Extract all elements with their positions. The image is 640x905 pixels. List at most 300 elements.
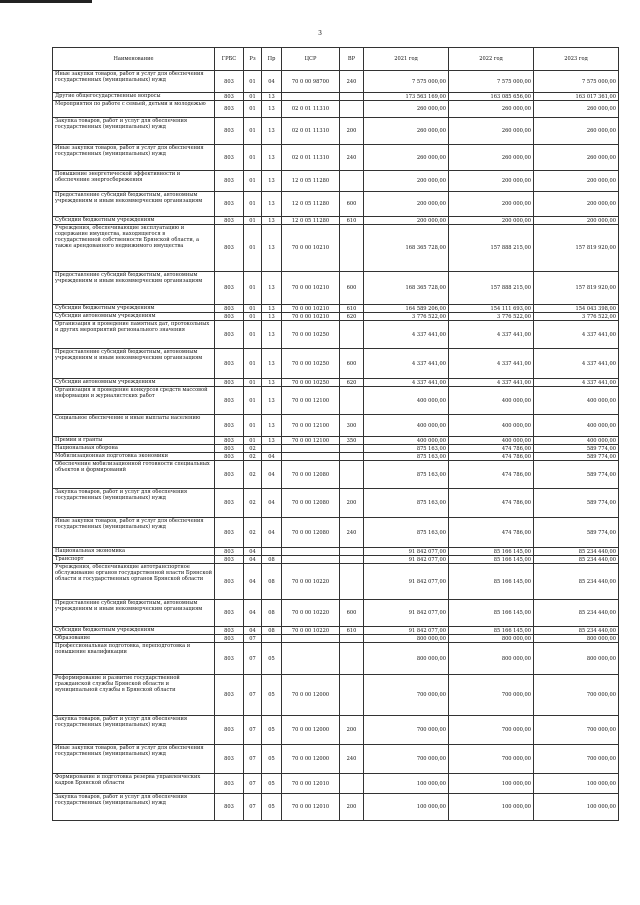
cell-2023: 260 000,00 — [534, 145, 619, 171]
cell-vr: 620 — [340, 379, 364, 387]
cell-name: Мобилизационная подготовка экономики — [53, 453, 215, 461]
cell-vr: 610 — [340, 627, 364, 635]
cell-grbs: 803 — [215, 564, 244, 600]
cell-name: Субсидии бюджетным учреждениям — [53, 305, 215, 313]
cell-pr: 13 — [262, 118, 282, 145]
cell-2022: 157 888 215,00 — [449, 272, 534, 305]
cell-name: Образование — [53, 635, 215, 643]
cell-2022: 163 085 656,00 — [449, 93, 534, 101]
cell-grbs: 803 — [215, 305, 244, 313]
cell-2022: 474 786,00 — [449, 453, 534, 461]
cell-2023: 800 000,00 — [534, 635, 619, 643]
cell-csr: 02 0 01 11310 — [282, 101, 340, 118]
cell-csr: 70 0 00 10220 — [282, 627, 340, 635]
cell-2022: 474 786,00 — [449, 489, 534, 518]
table-row — [53, 461, 619, 489]
cell-pr: 04 — [262, 71, 282, 93]
cell-2023: 260 000,00 — [534, 118, 619, 145]
cell-2021: 875 163,00 — [364, 518, 449, 548]
cell-grbs: 803 — [215, 745, 244, 774]
cell-rz: 04 — [244, 564, 262, 600]
cell-grbs: 803 — [215, 489, 244, 518]
cell-grbs: 803 — [215, 518, 244, 548]
cell-2022: 400 000,00 — [449, 415, 534, 437]
cell-2021: 200 000,00 — [364, 217, 449, 225]
cell-name: Субсидии автономным учреждениям — [53, 313, 215, 321]
cell-2023: 589 774,00 — [534, 461, 619, 489]
table-row — [53, 415, 619, 437]
cell-2023: 85 234 440,00 — [534, 600, 619, 627]
cell-grbs: 803 — [215, 627, 244, 635]
cell-csr — [282, 548, 340, 556]
cell-pr: 13 — [262, 171, 282, 192]
cell-name: Транспорт — [53, 556, 215, 564]
cell-2021: 400 000,00 — [364, 415, 449, 437]
cell-2022: 800 000,00 — [449, 635, 534, 643]
cell-name: Социальное обеспечение и иные выплаты населению — [53, 415, 215, 437]
cell-2023: 157 819 920,00 — [534, 225, 619, 272]
table-row — [53, 518, 619, 548]
cell-csr: 70 0 00 10210 — [282, 305, 340, 313]
cell-2023: 400 000,00 — [534, 437, 619, 445]
col-header-2021: 2021 год — [364, 48, 449, 71]
cell-grbs: 803 — [215, 379, 244, 387]
cell-vr: 610 — [340, 305, 364, 313]
cell-rz: 07 — [244, 675, 262, 716]
col-header-rz: Рз — [244, 48, 262, 71]
table-row — [53, 313, 619, 321]
cell-vr: 610 — [340, 217, 364, 225]
cell-2022: 100 000,00 — [449, 774, 534, 794]
cell-rz: 01 — [244, 313, 262, 321]
cell-grbs: 803 — [215, 415, 244, 437]
cell-rz: 01 — [244, 305, 262, 313]
cell-2022: 474 786,00 — [449, 461, 534, 489]
cell-grbs: 803 — [215, 93, 244, 101]
cell-name: Профессиональная подготовка, переподготовка и повышение квалификации — [53, 643, 215, 675]
table-row — [53, 192, 619, 217]
page-number: 3 — [318, 30, 322, 37]
cell-2021: 4 337 441,00 — [364, 349, 449, 379]
cell-2021: 173 563 169,00 — [364, 93, 449, 101]
cell-pr: 13 — [262, 305, 282, 313]
cell-name: Иные закупки товаров, работ и услуг для обеспечения государственных (муниципальных) нужд — [53, 518, 215, 548]
cell-name: Учреждения, обеспечивающие автотранспортное обслуживание органов государственной власти Брянской области и государственных органов Брянской области — [53, 564, 215, 600]
cell-csr — [282, 643, 340, 675]
cell-2023: 589 774,00 — [534, 518, 619, 548]
cell-rz: 02 — [244, 453, 262, 461]
cell-2022: 260 000,00 — [449, 101, 534, 118]
cell-name: Иные закупки товаров, работ и услуг для обеспечения государственных (муниципальных) нужд — [53, 145, 215, 171]
cell-2023: 3 776 522,00 — [534, 313, 619, 321]
cell-csr: 70 0 00 12010 — [282, 774, 340, 794]
cell-csr: 12 0 05 11280 — [282, 171, 340, 192]
cell-pr: 04 — [262, 461, 282, 489]
cell-vr — [340, 643, 364, 675]
cell-csr: 70 0 00 12000 — [282, 716, 340, 745]
cell-2022: 700 000,00 — [449, 745, 534, 774]
cell-vr — [340, 556, 364, 564]
cell-vr — [340, 225, 364, 272]
cell-2022: 85 166 145,00 — [449, 564, 534, 600]
cell-name: Предоставление субсидий бюджетным, автономным учреждениям и иным некоммерческим организациям — [53, 272, 215, 305]
cell-rz: 02 — [244, 445, 262, 453]
cell-csr: 02 0 01 11310 — [282, 145, 340, 171]
cell-name: Повышение энергетической эффективности и обеспечение энергосбережения — [53, 171, 215, 192]
cell-2021: 800 000,00 — [364, 643, 449, 675]
col-header-name: Наименование — [53, 48, 215, 71]
cell-2021: 875 163,00 — [364, 461, 449, 489]
cell-2022: 800 000,00 — [449, 643, 534, 675]
cell-rz: 07 — [244, 794, 262, 821]
cell-pr: 13 — [262, 437, 282, 445]
cell-csr: 70 0 00 12000 — [282, 745, 340, 774]
cell-pr: 13 — [262, 415, 282, 437]
cell-grbs: 803 — [215, 600, 244, 627]
cell-2022: 85 166 145,00 — [449, 600, 534, 627]
table-row — [53, 349, 619, 379]
cell-2021: 91 842 077,00 — [364, 556, 449, 564]
cell-rz: 01 — [244, 171, 262, 192]
cell-2023: 100 000,00 — [534, 774, 619, 794]
cell-csr: 70 0 00 98700 — [282, 71, 340, 93]
cell-2022: 85 166 145,00 — [449, 548, 534, 556]
cell-2022: 200 000,00 — [449, 217, 534, 225]
cell-vr: 200 — [340, 489, 364, 518]
table-row — [53, 387, 619, 415]
cell-2023: 589 774,00 — [534, 453, 619, 461]
cell-csr: 70 0 00 12000 — [282, 675, 340, 716]
cell-rz: 02 — [244, 461, 262, 489]
cell-rz: 02 — [244, 489, 262, 518]
table-row — [53, 627, 619, 635]
scan-edge-mark — [0, 0, 92, 3]
cell-pr: 13 — [262, 145, 282, 171]
cell-name: Субсидии бюджетным учреждениям — [53, 627, 215, 635]
cell-name: Национальная оборона — [53, 445, 215, 453]
cell-2022: 260 000,00 — [449, 145, 534, 171]
cell-rz: 07 — [244, 643, 262, 675]
cell-vr — [340, 93, 364, 101]
cell-2021: 875 163,00 — [364, 453, 449, 461]
cell-2021: 400 000,00 — [364, 387, 449, 415]
cell-2022: 4 337 441,00 — [449, 379, 534, 387]
cell-grbs: 803 — [215, 445, 244, 453]
cell-pr: 13 — [262, 379, 282, 387]
table-row — [53, 145, 619, 171]
cell-2022: 85 166 145,00 — [449, 627, 534, 635]
cell-name: Закупка товаров, работ и услуг для обеспечения государственных (муниципальных) нужд — [53, 716, 215, 745]
cell-rz: 01 — [244, 118, 262, 145]
cell-rz: 01 — [244, 437, 262, 445]
cell-pr: 13 — [262, 93, 282, 101]
cell-rz: 07 — [244, 774, 262, 794]
cell-vr: 240 — [340, 71, 364, 93]
cell-pr: 13 — [262, 192, 282, 217]
table-row — [53, 745, 619, 774]
cell-vr: 600 — [340, 192, 364, 217]
cell-2023: 157 819 920,00 — [534, 272, 619, 305]
cell-grbs: 803 — [215, 437, 244, 445]
table-row — [53, 453, 619, 461]
col-header-2022: 2022 год — [449, 48, 534, 71]
table-body — [53, 71, 619, 821]
table-row — [53, 635, 619, 643]
table-row — [53, 774, 619, 794]
cell-2023: 100 000,00 — [534, 794, 619, 821]
cell-2021: 100 000,00 — [364, 774, 449, 794]
cell-name: Учреждения, обеспечивающие эксплуатацию и содержание имущества, находящегося в государственной собственности Брянской области, а также арендованного недвижимого имущества — [53, 225, 215, 272]
cell-rz: 01 — [244, 225, 262, 272]
cell-2021: 168 365 728,00 — [364, 272, 449, 305]
cell-2021: 800 000,00 — [364, 635, 449, 643]
cell-grbs: 803 — [215, 675, 244, 716]
cell-vr: 200 — [340, 118, 364, 145]
cell-pr: 13 — [262, 101, 282, 118]
cell-pr: 05 — [262, 745, 282, 774]
cell-grbs: 803 — [215, 461, 244, 489]
cell-grbs: 803 — [215, 225, 244, 272]
cell-name: Закупка товаров, работ и услуг для обеспечения государственных (муниципальных) нужд — [53, 118, 215, 145]
table-row — [53, 272, 619, 305]
table-row — [53, 556, 619, 564]
cell-name: Закупка товаров, работ и услуг для обеспечения государственных (муниципальных) нужд — [53, 794, 215, 821]
cell-2023: 85 234 440,00 — [534, 627, 619, 635]
table-row — [53, 564, 619, 600]
cell-2023: 7 575 000,00 — [534, 71, 619, 93]
cell-name: Закупка товаров, работ и услуг для обеспечения государственных (муниципальных) нужд — [53, 489, 215, 518]
cell-grbs: 803 — [215, 145, 244, 171]
cell-2022: 154 111 693,00 — [449, 305, 534, 313]
cell-pr: 05 — [262, 794, 282, 821]
table-row — [53, 93, 619, 101]
cell-rz: 01 — [244, 217, 262, 225]
cell-name: Другие общегосударственные вопросы — [53, 93, 215, 101]
cell-rz: 01 — [244, 321, 262, 349]
cell-name: Иные закупки товаров, работ и услуг для обеспечения государственных (муниципальных) нужд — [53, 745, 215, 774]
table-header-row — [53, 48, 619, 71]
cell-csr: 12 0 05 11280 — [282, 192, 340, 217]
cell-pr: 05 — [262, 716, 282, 745]
cell-vr — [340, 171, 364, 192]
cell-2021: 700 000,00 — [364, 745, 449, 774]
cell-2023: 85 234 440,00 — [534, 564, 619, 600]
cell-grbs: 803 — [215, 635, 244, 643]
cell-vr: 200 — [340, 794, 364, 821]
cell-csr: 70 0 00 10220 — [282, 564, 340, 600]
cell-grbs: 803 — [215, 774, 244, 794]
cell-2022: 400 000,00 — [449, 437, 534, 445]
cell-csr: 70 0 00 10250 — [282, 379, 340, 387]
cell-2023: 4 337 441,00 — [534, 379, 619, 387]
cell-2021: 4 337 441,00 — [364, 321, 449, 349]
cell-grbs: 803 — [215, 453, 244, 461]
cell-grbs: 803 — [215, 101, 244, 118]
cell-name: Субсидии автономным учреждениям — [53, 379, 215, 387]
cell-rz: 07 — [244, 635, 262, 643]
cell-rz: 01 — [244, 192, 262, 217]
table-row — [53, 71, 619, 93]
cell-rz: 01 — [244, 71, 262, 93]
cell-csr: 70 0 00 12080 — [282, 489, 340, 518]
cell-rz: 02 — [244, 518, 262, 548]
cell-2023: 85 234 440,00 — [534, 556, 619, 564]
cell-2021: 200 000,00 — [364, 171, 449, 192]
cell-2022: 200 000,00 — [449, 192, 534, 217]
cell-2023: 589 774,00 — [534, 489, 619, 518]
cell-2021: 875 163,00 — [364, 489, 449, 518]
cell-rz: 04 — [244, 548, 262, 556]
cell-rz: 04 — [244, 627, 262, 635]
cell-csr: 02 0 01 11310 — [282, 118, 340, 145]
cell-csr — [282, 453, 340, 461]
cell-csr: 70 0 00 10210 — [282, 313, 340, 321]
cell-2023: 200 000,00 — [534, 192, 619, 217]
cell-vr — [340, 675, 364, 716]
cell-pr: 08 — [262, 600, 282, 627]
cell-rz: 01 — [244, 93, 262, 101]
cell-csr — [282, 635, 340, 643]
cell-pr: 13 — [262, 313, 282, 321]
cell-2023: 200 000,00 — [534, 217, 619, 225]
cell-grbs: 803 — [215, 272, 244, 305]
cell-2022: 100 000,00 — [449, 794, 534, 821]
table-row — [53, 305, 619, 313]
cell-vr: 240 — [340, 145, 364, 171]
cell-pr: 13 — [262, 387, 282, 415]
cell-name: Национальная экономика — [53, 548, 215, 556]
cell-2023: 700 000,00 — [534, 675, 619, 716]
cell-vr — [340, 774, 364, 794]
cell-2023: 800 000,00 — [534, 643, 619, 675]
cell-2021: 91 842 077,00 — [364, 600, 449, 627]
cell-name: Предоставление субсидий бюджетным, автономным учреждениям и иным некоммерческим организациям — [53, 349, 215, 379]
cell-csr: 12 0 05 11280 — [282, 217, 340, 225]
table-row — [53, 548, 619, 556]
table-row — [53, 118, 619, 145]
cell-name: Формирование и подготовка резерва управленческих кадров Брянской области — [53, 774, 215, 794]
cell-rz: 01 — [244, 145, 262, 171]
table-row — [53, 489, 619, 518]
cell-vr — [340, 445, 364, 453]
cell-grbs: 803 — [215, 171, 244, 192]
cell-rz: 01 — [244, 415, 262, 437]
cell-vr: 600 — [340, 600, 364, 627]
col-header-pr: Пр — [262, 48, 282, 71]
cell-vr: 200 — [340, 716, 364, 745]
cell-rz: 01 — [244, 379, 262, 387]
table-row — [53, 379, 619, 387]
cell-2023: 400 000,00 — [534, 387, 619, 415]
cell-rz: 01 — [244, 387, 262, 415]
cell-pr: 05 — [262, 675, 282, 716]
table-row — [53, 217, 619, 225]
cell-csr: 70 0 00 10250 — [282, 349, 340, 379]
cell-grbs: 803 — [215, 349, 244, 379]
cell-2023: 85 234 440,00 — [534, 548, 619, 556]
cell-2021: 7 575 000,00 — [364, 71, 449, 93]
cell-2023: 4 337 441,00 — [534, 349, 619, 379]
cell-rz: 07 — [244, 745, 262, 774]
cell-vr — [340, 548, 364, 556]
cell-rz: 01 — [244, 272, 262, 305]
cell-pr: 13 — [262, 272, 282, 305]
cell-name: Субсидии бюджетным учреждениям — [53, 217, 215, 225]
col-header-csr: ЦСР — [282, 48, 340, 71]
table-row — [53, 437, 619, 445]
table-row — [53, 445, 619, 453]
cell-2022: 157 888 215,00 — [449, 225, 534, 272]
table-row — [53, 643, 619, 675]
cell-2023: 154 043 398,00 — [534, 305, 619, 313]
cell-pr: 08 — [262, 556, 282, 564]
cell-vr: 300 — [340, 415, 364, 437]
cell-2023: 260 000,00 — [534, 101, 619, 118]
cell-2022: 700 000,00 — [449, 716, 534, 745]
cell-pr: 08 — [262, 627, 282, 635]
cell-2023: 589 774,00 — [534, 445, 619, 453]
cell-2023: 700 000,00 — [534, 716, 619, 745]
cell-2021: 400 000,00 — [364, 437, 449, 445]
cell-2022: 474 786,00 — [449, 518, 534, 548]
cell-vr — [340, 461, 364, 489]
cell-grbs: 803 — [215, 716, 244, 745]
cell-grbs: 803 — [215, 71, 244, 93]
cell-rz: 07 — [244, 716, 262, 745]
cell-name: Предоставление субсидий бюджетным, автономным учреждениям и иным некоммерческим организациям — [53, 600, 215, 627]
cell-vr: 600 — [340, 349, 364, 379]
cell-2021: 164 589 206,00 — [364, 305, 449, 313]
cell-2022: 7 575 000,00 — [449, 71, 534, 93]
cell-2021: 260 000,00 — [364, 145, 449, 171]
table-row — [53, 171, 619, 192]
cell-vr — [340, 101, 364, 118]
cell-pr: 05 — [262, 774, 282, 794]
cell-csr: 70 0 00 12100 — [282, 387, 340, 415]
col-header-grbs: ГРБС — [215, 48, 244, 71]
cell-pr: 13 — [262, 217, 282, 225]
cell-rz: 01 — [244, 101, 262, 118]
table-row — [53, 600, 619, 627]
cell-2021: 91 842 077,00 — [364, 548, 449, 556]
cell-vr — [340, 635, 364, 643]
table-row — [53, 716, 619, 745]
cell-csr: 70 0 00 12010 — [282, 794, 340, 821]
cell-pr: 08 — [262, 564, 282, 600]
cell-2021: 91 842 077,00 — [364, 627, 449, 635]
cell-csr: 70 0 00 10210 — [282, 225, 340, 272]
cell-pr — [262, 548, 282, 556]
cell-csr: 70 0 00 10220 — [282, 600, 340, 627]
cell-2021: 875 163,00 — [364, 445, 449, 453]
cell-vr: 350 — [340, 437, 364, 445]
cell-2023: 200 000,00 — [534, 171, 619, 192]
cell-grbs: 803 — [215, 313, 244, 321]
cell-pr: 04 — [262, 489, 282, 518]
cell-csr: 70 0 00 12100 — [282, 415, 340, 437]
cell-rz: 04 — [244, 600, 262, 627]
cell-2021: 200 000,00 — [364, 192, 449, 217]
cell-name: Организация и проведение памятных дат, протокольных и других мероприятий регионального значения — [53, 321, 215, 349]
cell-name: Реформирование и развитие государственной гражданской службы Брянской области и муниципальной службы в Брянской области — [53, 675, 215, 716]
cell-2022: 4 337 441,00 — [449, 321, 534, 349]
cell-csr: 70 0 00 10210 — [282, 272, 340, 305]
cell-2022: 260 000,00 — [449, 118, 534, 145]
cell-vr — [340, 564, 364, 600]
cell-2021: 700 000,00 — [364, 675, 449, 716]
cell-grbs: 803 — [215, 387, 244, 415]
cell-pr: 04 — [262, 453, 282, 461]
